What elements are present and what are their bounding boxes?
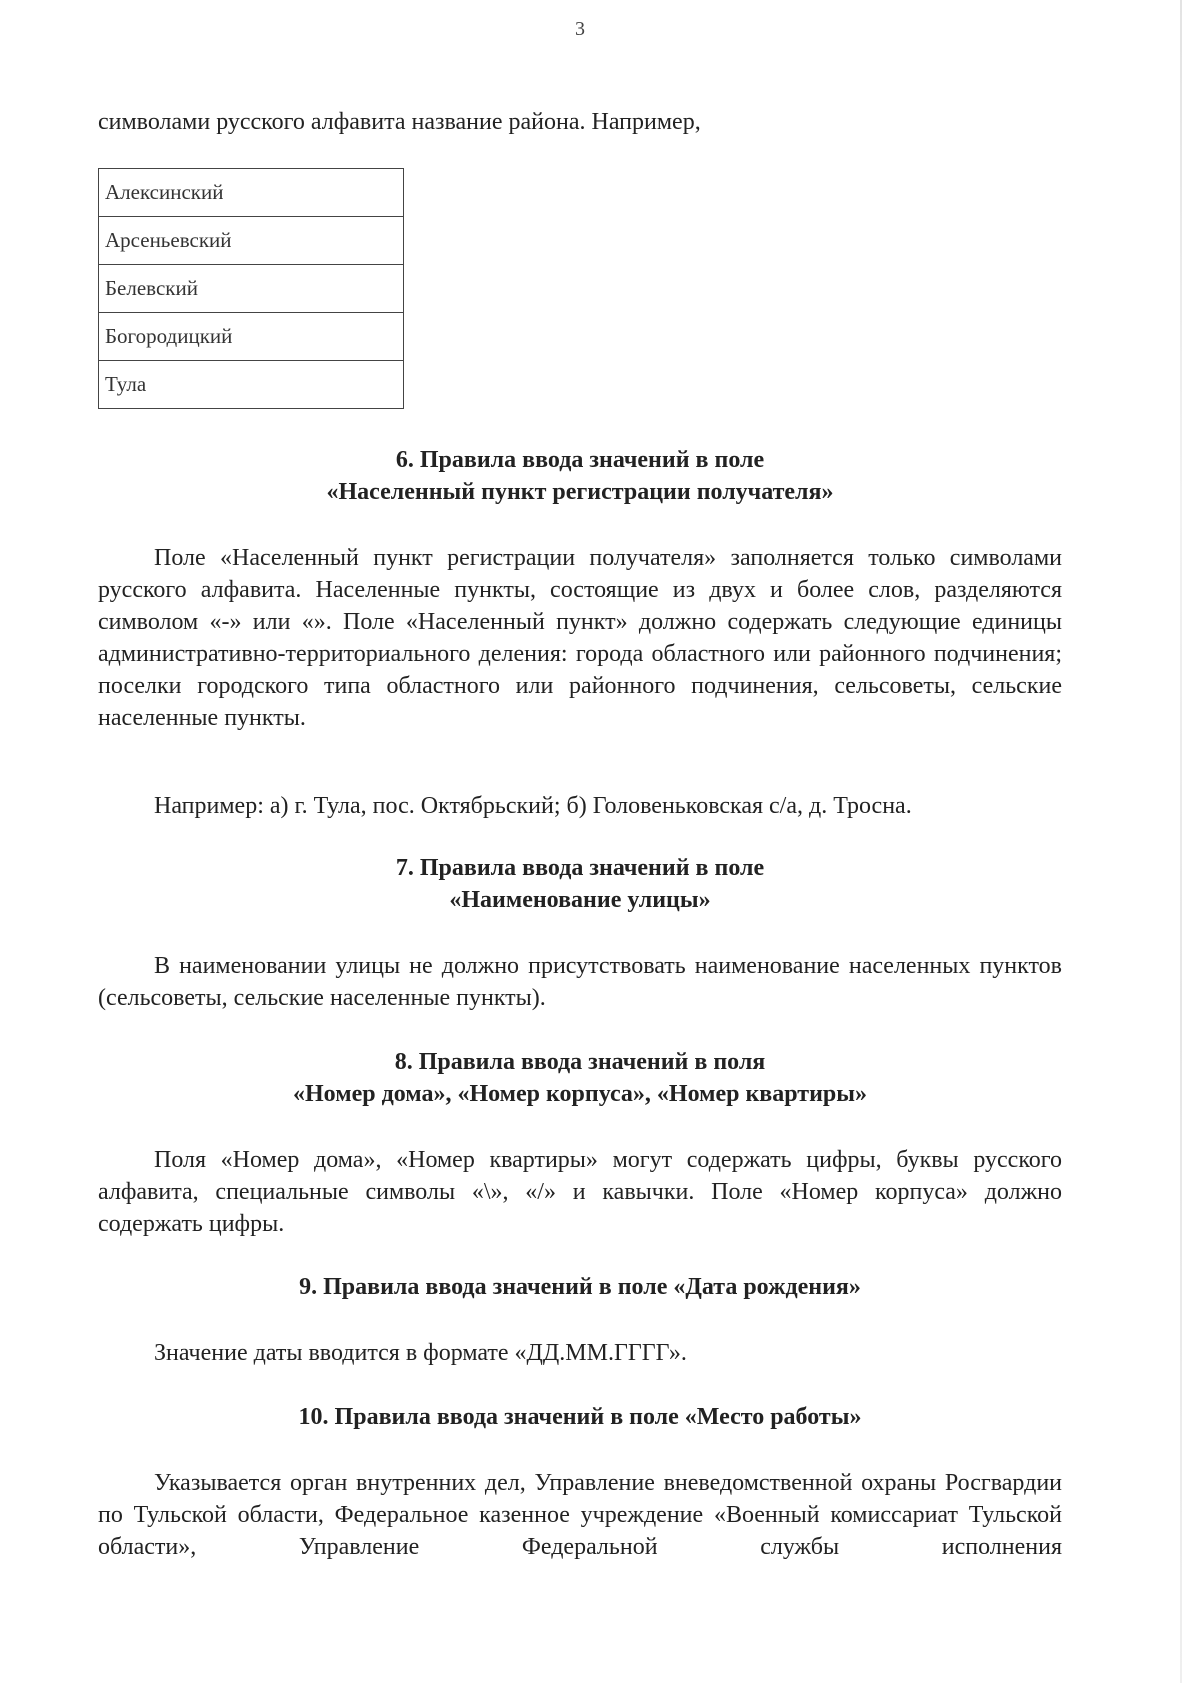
district-examples-table bbox=[98, 168, 404, 409]
table-row bbox=[99, 361, 404, 409]
section-7-heading bbox=[98, 852, 1062, 916]
section-10-body: Указывается орган внутренних дел, Управление вневедомственной охраны Росгвардии по Тульской области, Федеральное казенное учреждение «Военный комиссариат Тульской области», Управление Федеральной службы исполнения bbox=[98, 1470, 1062, 1560]
table-row bbox=[99, 313, 404, 361]
section-6-title-line1: 6. Правила ввода значений в поле bbox=[395, 447, 765, 473]
section-8-heading bbox=[98, 1046, 1062, 1110]
table-cell: Белевский bbox=[99, 265, 404, 313]
section-8-title-line2: «Номер дома», «Номер корпуса», «Номер квартиры» bbox=[293, 1081, 867, 1107]
table-cell: Богородицкий bbox=[99, 313, 404, 361]
section-6-body: Поле «Населенный пункт регистрации получателя» заполняется только символами русского алфавита. Населенные пункты, состоящие из двух и более слов, разделяются символом «-» или «». Поле «Населенный пункт» должно содержать следующие единицы административно-территориального деления: города областного или районного подчинения; поселки городского типа областного или районного подчинения, сельсоветы, сельские населенные пункты. bbox=[98, 545, 1062, 731]
table-cell: Алексинский bbox=[99, 169, 404, 217]
section-6-example: Например: а) г. Тула, пос. Октябрьский; б) Головеньковская с/а, д. Тросна. bbox=[154, 793, 912, 819]
section-6-title-line2: «Населенный пункт регистрации получателя» bbox=[326, 479, 834, 505]
section-9-body: Значение даты вводится в формате «ДД.ММ.ГГГГ». bbox=[154, 1340, 687, 1366]
scan-edge-artifact bbox=[1180, 0, 1182, 1683]
table-row bbox=[99, 217, 404, 265]
section-9-heading: 9. Правила ввода значений в поле «Дата рождения» bbox=[299, 1274, 861, 1300]
section-7-title-line2: «Наименование улицы» bbox=[449, 887, 711, 913]
table-cell: Тула bbox=[99, 361, 404, 409]
table-cell: Арсеньевский bbox=[99, 217, 404, 265]
section-8-body: Поля «Номер дома», «Номер квартиры» могут содержать цифры, буквы русского алфавита, специальные символы «\», «/» и кавычки. Поле «Номер корпуса» должно содержать цифры. bbox=[98, 1147, 1062, 1237]
section-7-body: В наименовании улицы не должно присутствовать наименование населенных пунктов (сельсоветы, сельские населенные пункты). bbox=[98, 953, 1062, 1011]
section-10-heading: 10. Правила ввода значений в поле «Место работы» bbox=[298, 1404, 862, 1430]
page-number: 3 bbox=[575, 18, 585, 40]
section-7-title-line1: 7. Правила ввода значений в поле bbox=[395, 855, 765, 881]
section-8-title-line1: 8. Правила ввода значений в поля bbox=[394, 1049, 766, 1075]
intro-text: символами русского алфавита название района. Например, bbox=[98, 109, 701, 135]
section-6-heading bbox=[98, 444, 1062, 508]
table-row bbox=[99, 265, 404, 313]
table-row bbox=[99, 169, 404, 217]
